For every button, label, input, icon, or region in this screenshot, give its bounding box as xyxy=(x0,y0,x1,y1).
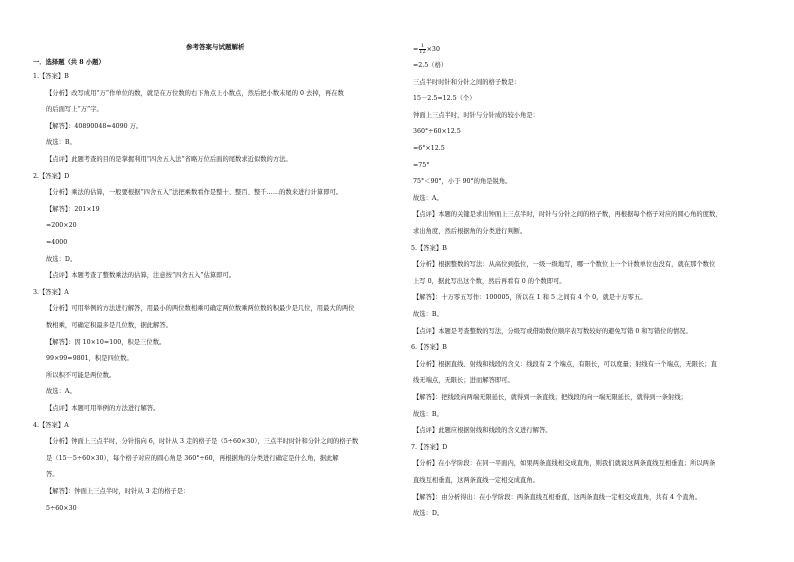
text-line: 【解答】：40890048≈4090 万。 xyxy=(46,122,143,130)
text-line: 数相乘，可确定积最多是几位数，据此解答。 xyxy=(46,322,172,329)
text-line: =4000 xyxy=(46,239,68,246)
text-line: 【点评】此题考查的目的是掌握利用“四舍五入法”省略万位后面的尾数求近似数的方法。 xyxy=(46,156,292,163)
text-line: 99×99=9801，积是四位数。 xyxy=(46,355,133,363)
text-line: 【分析】改写成用“万”作单位的数，就是在万位数的右下角点上小数点，然后把小数末尾的 0 去掉，再在数 xyxy=(46,89,344,97)
text-line: 75°＜90°，小于 90°的角是锐角。 xyxy=(413,178,512,186)
text-line: 【解答】：因 10×10=100，积是三位数。 xyxy=(46,338,166,346)
text-line: =6°×12.5 xyxy=(413,145,445,152)
text-line: 1.【答案】B xyxy=(33,73,69,80)
text-line: 5.【答案】B xyxy=(411,244,447,252)
text-line: 15－2.5=12.5（个） xyxy=(413,95,476,103)
text-line: 线无端点，无限长；进而解答即可。 xyxy=(413,377,514,385)
text-line: 答。 xyxy=(46,471,59,479)
text-line: 【点评】本题是考查整数的写法，分级写或借助数位顺序表写数较好的避免写错 0 和写错位的情况。 xyxy=(413,327,692,335)
text-line: 的后面写上“万”字。 xyxy=(46,106,103,114)
section-heading: 一．选择题（共 8 小题） xyxy=(33,59,105,66)
text-line: 6.【答案】B xyxy=(411,344,447,352)
text-line: 【分析】乘法的估算，一般要根据“四舍五入”法把乘数看作是整十、整百、整千……的数来进行计算即可。 xyxy=(46,189,343,197)
text-line: 三点半时时针和分针之间的格子数是： xyxy=(413,78,521,86)
text-line: 【解答】：由分析得出：在小学阶段：两条直线互相垂直，这两条直线一定相交成直角，共有 4 个直角。 xyxy=(413,493,702,501)
text-line: 故选：D。 xyxy=(46,255,77,263)
text-line: 故选：B。 xyxy=(413,311,443,318)
fraction xyxy=(419,44,425,55)
text-line: =75° xyxy=(413,161,430,169)
text-line: 【点评】本题可用举例的方法进行解答。 xyxy=(46,405,160,412)
text-line: 【解答】：钟面上三点半时，时针从 3 走的格子是： xyxy=(46,488,190,495)
text-line: 【分析】根据整数的写法：从高位到低位，一级一级地写，哪一个数位上一个计数单位也没有，就在那个数位 xyxy=(413,261,716,269)
text-line: 【点评】本题考查了整数乘法的估算，注意按“四舍五入”估算即可。 xyxy=(46,272,236,280)
text-line: 故选：A。 xyxy=(413,194,443,202)
text-line: 故选：A。 xyxy=(46,388,76,396)
right-column xyxy=(397,0,794,562)
text-line: 2.【答案】D xyxy=(33,172,70,180)
fraction-line: = $\frac{1}{12}$ ×30 xyxy=(413,43,440,55)
text-line: 【点评】此题应根据射线和线段的含义进行解答。 xyxy=(413,427,552,435)
text-line: 5÷60×30 xyxy=(46,504,77,512)
fraction-numerator: 1 xyxy=(420,43,425,49)
text-line: 【分析】可用举例的方法进行解答，用最小的两位数相乘可确定两位数乘两位数的积最少是几位，用最大的两位 xyxy=(46,305,355,313)
text-line: 故选：B。 xyxy=(46,139,76,147)
text-line: 【解答】：把线段向两端无限延长，就得到一条直线；把线段的向一端无限延长，就得到一条射线； xyxy=(413,394,687,401)
text-line: 是（15－5÷60×30），每个格子对应的圆心角是 360°÷60，再根据角的分类进行确定是什么角，据此解 xyxy=(46,454,339,462)
text-line: 故选：D。 xyxy=(413,510,444,518)
text-line: 7.【答案】D xyxy=(411,443,448,451)
text-line: 求出角度，然后根据角的分类进行判断。 xyxy=(413,228,527,235)
text-line: 【分析】在小学阶段：在同一平面内，如果两条直线相交成直角，则我们就说这两条直线互相垂直；所以两条 xyxy=(413,460,716,468)
text-line: ≈200×20 xyxy=(46,222,77,230)
text-line: 故选：B。 xyxy=(413,410,443,418)
text-line: 【分析】根据直线、射线和线段的含义：线段有 2 个端点，有限长，可以度量；射线有一个端点，无限长；直 xyxy=(413,360,717,368)
text-line: 360°÷60×12.5 xyxy=(413,128,461,136)
text-line: 【解答】：201×19 xyxy=(46,205,100,213)
text-line: 所以积不可能是两位数。 xyxy=(46,371,116,379)
text-line: 钟面上三点半时，时针与分针成的较小角是： xyxy=(413,111,539,119)
text-line: 【点评】本题的关键是求出钟面上三点半时，时针与分针之间的格子数，再根据每个格子对应的圆心角的度数， xyxy=(413,211,722,219)
text-line: 3.【答案】A xyxy=(33,288,69,296)
text-line: 【分析】钟面上三点半时，分针指向 6，时针从 3 走的格子是（5÷60×30），三点半时时针和分针之间的格子数 xyxy=(46,438,359,446)
text-line: 直线互相垂直，这两条直线一定相交成直角。 xyxy=(413,477,539,484)
text-line: 【解答】：十万零五写作：100005，所以在 1 和 5 之间有 4 个 0，就是十万零五。 xyxy=(413,294,647,302)
fraction-denominator: 12 xyxy=(419,49,426,55)
text-line: 4.【答案】A xyxy=(33,421,69,429)
fraction-suffix: ×30 xyxy=(426,46,440,53)
text-line: =2.5（格） xyxy=(413,62,448,69)
page-title: 参考答案与试题解析 xyxy=(186,43,245,51)
text-line: 上写 0，据此写出这个数，然后再看有 0 的个数即可。 xyxy=(413,277,566,285)
